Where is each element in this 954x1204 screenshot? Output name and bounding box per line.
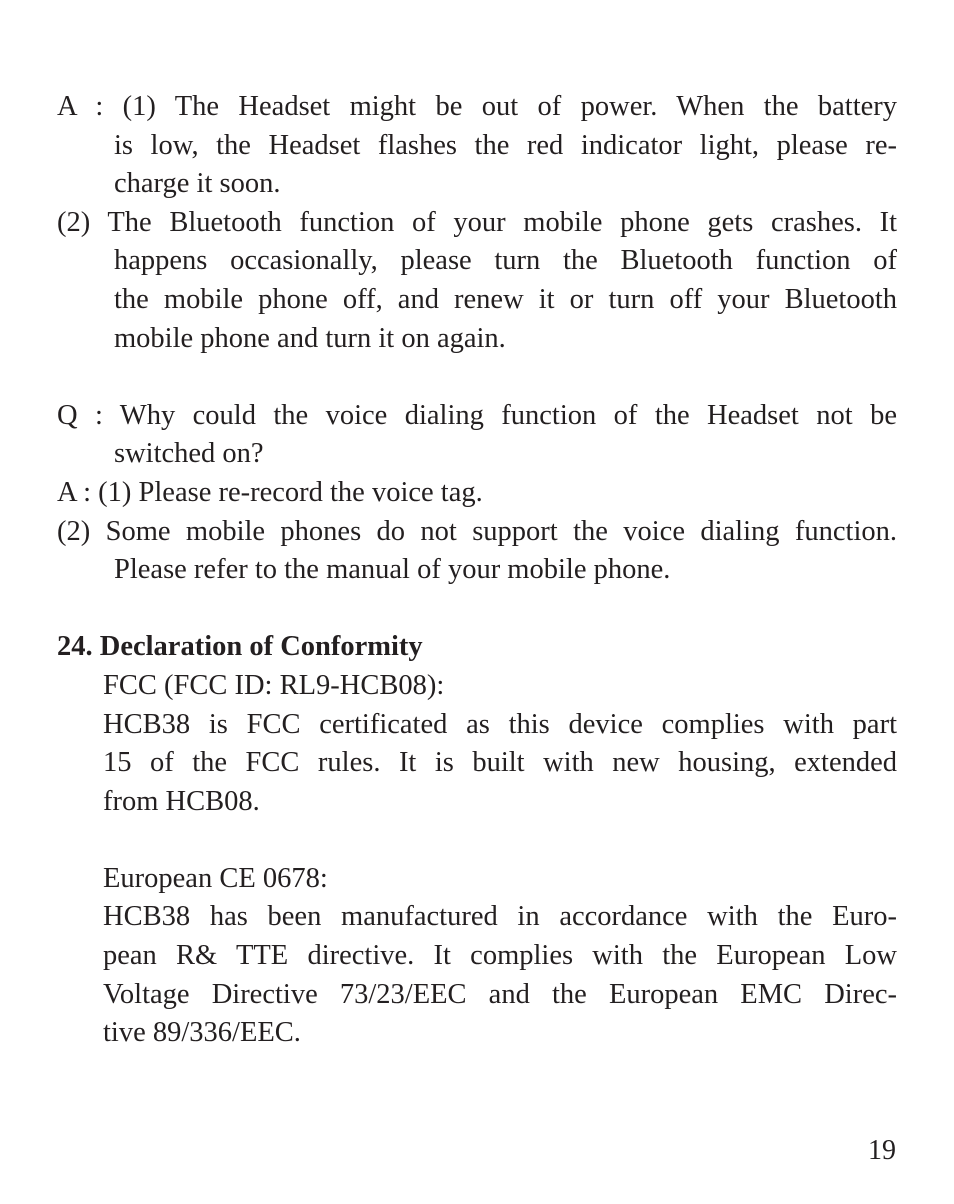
question-voice-line-2: switched on?: [114, 438, 264, 470]
answer-bluetooth-line-3: the mobile phone off, and renew it or turn off your Bluetooth: [114, 283, 897, 315]
ce-title: European CE 0678:: [103, 862, 328, 894]
spacer: [57, 821, 897, 860]
spacer: [57, 358, 897, 397]
answer-voice-part2-line-1: (2) Some mobile phones do not support the voice dialing function.: [57, 515, 897, 547]
answer-voice-line-1: A : (1) Please re-record the voice tag.: [57, 476, 483, 508]
answer-power-line-2: is low, the Headset flashes the red indicator light, please re-: [114, 129, 897, 161]
ce-line-3: Voltage Directive 73/23/EEC and the European EMC Direc-: [103, 978, 897, 1010]
answer-voice-part2-line-2: Please refer to the manual of your mobile phone.: [114, 554, 671, 586]
ce-paragraph: [57, 898, 897, 1052]
answer-bluetooth-line-4: mobile phone and turn it on again.: [114, 322, 506, 354]
fcc-line-3: from HCB08.: [103, 785, 260, 817]
answer-bluetooth-line-2: happens occasionally, please turn the Bluetooth function of: [114, 245, 897, 277]
ce-line-2: pean R& TTE directive. It complies with the European Low: [103, 940, 897, 972]
answer-power-paragraph: [57, 88, 897, 204]
answer-power-line-3: charge it soon.: [114, 168, 281, 200]
question-voice-line-1: Q : Why could the voice dialing function of the Headset not be: [57, 399, 897, 431]
page-number: 19: [868, 1135, 896, 1166]
answer-bluetooth-paragraph: [57, 204, 897, 358]
manual-page: [57, 88, 897, 1053]
ce-line-4: tive 89/336/EEC.: [103, 1017, 301, 1049]
ce-line-1: HCB38 has been manufactured in accordance with the Euro-: [103, 901, 897, 933]
spacer: [57, 590, 897, 629]
section-heading: 24. Declaration of Conformity: [57, 631, 423, 663]
answer-power-line-1: A : (1) The Headset might be out of power. When the battery: [57, 91, 897, 122]
answer-voice-part-1: [57, 474, 897, 513]
answer-bluetooth-line-1: (2) The Bluetooth function of your mobile phone gets crashes. It: [57, 206, 897, 238]
fcc-paragraph: [57, 706, 897, 822]
fcc-title: FCC (FCC ID: RL9-HCB08):: [103, 669, 445, 701]
question-voice-dialing: [57, 397, 897, 474]
fcc-line-2: 15 of the FCC rules. It is built with new housing, extended: [103, 747, 897, 779]
answer-voice-part-2: [57, 513, 897, 590]
fcc-line-1: HCB38 is FCC certificated as this device complies with part: [103, 708, 897, 740]
